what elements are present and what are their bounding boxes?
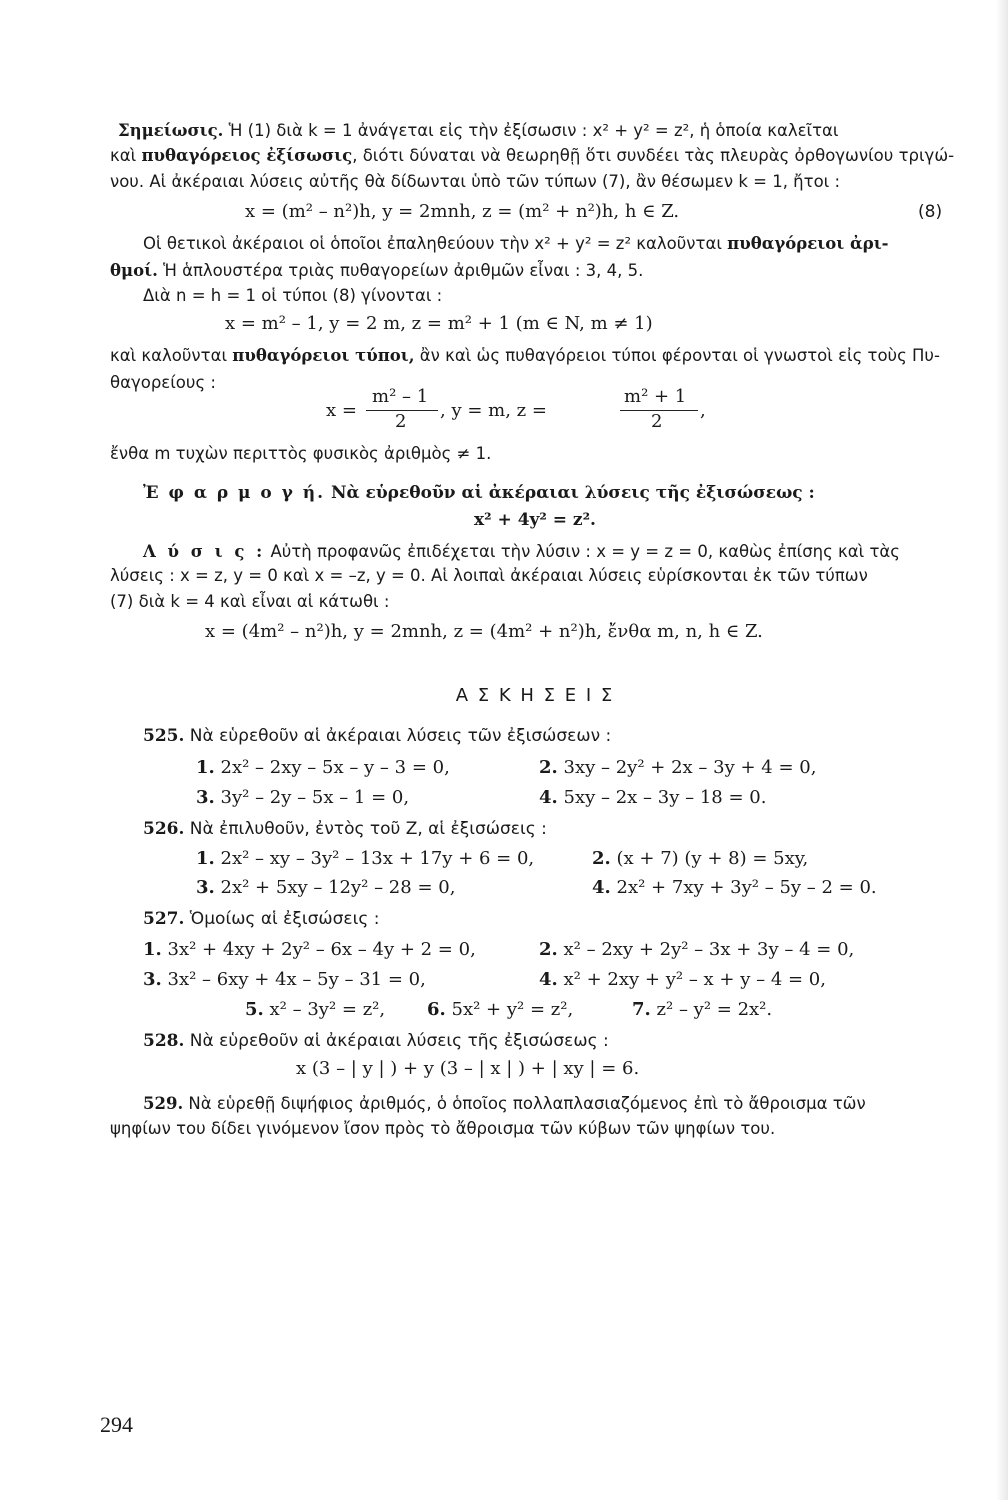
exercise-525-item-1: 1. 2x² – 2xy – 5x – y – 3 = 0,: [196, 757, 450, 778]
exercise-527-item-4: 4. x² + 2xy + y² – x + y – 4 = 0,: [539, 969, 826, 990]
note-line-7: καὶ καλοῦνται πυθαγόρειοι τύποι, ἂν καὶ ὡς πυθαγόρειοι τύποι φέρονται οἱ γνωστοὶ εἰς τοὺς Πυ-: [110, 346, 940, 365]
solution-heading: Λ ύ σ ι ς :: [143, 542, 266, 561]
pythagorean-numbers-term: πυθαγόρειοι ἀρι-: [727, 234, 889, 253]
exercise-526-item-4: 4. 2x² + 7xy + 3y² – 5y – 2 = 0.: [592, 877, 877, 898]
exercise-528-equation: x (3 – | y | ) + y (3 – | x | ) + | xy | = 6.: [296, 1058, 640, 1079]
solution-line-2: λύσεις : x = z, y = 0 καὶ x = –z, y = 0. Αἱ λοιπαὶ ἀκέραιαι λύσεις εὑρίσκονται ἐκ τῶν τύπων: [110, 566, 868, 585]
note-line-2: καὶ πυθαγόρειος ἐξίσωσις, διότι δύναται νὰ θεωρηθῇ ὅτι συνδέει τὰς πλευρὰς ὀρθογωνίου τριγώ-: [110, 146, 955, 165]
page-edge-shadow: [996, 0, 1008, 1500]
exercise-527-number: 527.: [143, 909, 185, 929]
application-heading: Ἐ φ α ρ μ ο γ ή.: [143, 483, 326, 503]
exercise-526-item-2: 2. (x + 7) (y + 8) = 5xy,: [592, 848, 809, 869]
solution-line-1: Λ ύ σ ι ς : Αὐτὴ προφανῶς ἐπιδέχεται τὴν λύσιν : x = y = z = 0, καθὼς ἐπίσης καὶ τὰς: [143, 542, 900, 561]
exercise-528-number: 528.: [143, 1031, 185, 1051]
note-line-9: ἔνθα m τυχὼν περιττὸς φυσικὸς ἀριθμὸς ≠ 1.: [110, 444, 492, 463]
exercise-526-item-3: 3. 2x² + 5xy – 12y² – 28 = 0,: [196, 877, 456, 898]
exercise-527: 527. Ὁμοίως αἱ ἐξισώσεις :: [143, 909, 380, 929]
exercise-527-item-7: 7. z² – y² = 2x².: [632, 999, 773, 1020]
exercise-525-item-3: 3. 3y² – 2y – 5x – 1 = 0,: [196, 787, 410, 808]
exercise-525-item-4: 4. 5xy – 2x – 3y – 18 = 0.: [539, 787, 767, 808]
exercise-526-number: 526.: [143, 819, 185, 839]
note-line-1: Σημείωσις. Ἡ (1) διὰ k = 1 ἀνάγεται εἰς τὴν ἐξίσωσιν : x² + y² = z², ἡ ὁποία καλεῖται: [118, 121, 839, 140]
note-line-3: νου. Αἱ ἀκέραιαι λύσεις αὐτῆς θὰ δίδωνται ὑπὸ τῶν τύπων (7), ἂν θέσωμεν k = 1, ἤτοι :: [110, 172, 841, 191]
exercise-529: 529. Νὰ εὑρεθῇ διψήφιος ἀριθμός, ὁ ὁποῖος πολλαπλασιαζόμενος ἐπὶ τὸ ἄθροισμα τῶν: [143, 1094, 866, 1113]
exercise-525: 525. Νὰ εὑρεθοῦν αἱ ἀκέραιαι λύσεις τῶν ἐξισώσεων :: [143, 726, 612, 746]
exercise-525-item-2: 2. 3xy – 2y² + 2x – 3y + 4 = 0,: [539, 757, 817, 778]
exercise-528: 528. Νὰ εὑρεθοῦν αἱ ἀκέραιαι λύσεις τῆς ἐξισώσεως :: [143, 1031, 609, 1051]
note-heading: Σημείωσις.: [118, 121, 224, 140]
exercise-527-item-6: 6. 5x² + y² = z²,: [427, 999, 574, 1020]
note-line-5: θμοί. Ἡ ἁπλουστέρα τριὰς πυθαγορείων ἀριθμῶν εἶναι : 3, 4, 5.: [110, 261, 644, 280]
solution-formula: x = (4m² – n²)h, y = 2mnh, z = (4m² + n²)h, ἔνθα m, n, h ∈ Z.: [205, 621, 763, 642]
note-line-8: θαγορείους :: [110, 373, 216, 392]
exercise-525-number: 525.: [143, 726, 185, 746]
application-equation: x² + 4y² = z².: [474, 510, 596, 530]
fraction-z-denominator: 2: [651, 411, 663, 432]
pythagorean-formulas-term: πυθαγόρειοι τύποι,: [232, 346, 415, 365]
exercise-529-line-2: ψηφίων του δίδει γινόμενον ἴσον πρὸς τὸ ἄθροισμα τῶν κύβων τῶν ψηφίων του.: [110, 1119, 776, 1138]
formula-8: x = (m² – n²)h, y = 2mnh, z = (m² + n²)h, h ∈ Z.: [245, 201, 680, 222]
exercise-526: 526. Νὰ ἐπιλυθοῦν, ἐντὸς τοῦ Z, αἱ ἐξισώσεις :: [143, 819, 547, 839]
application-line: Ἐ φ α ρ μ ο γ ή. Νὰ εὑρεθοῦν αἱ ἀκέραιαι λύσεις τῆς ἐξισώσεως :: [143, 483, 815, 503]
fraction-z-numerator: m² + 1: [624, 386, 687, 407]
fraction-x-denominator: 2: [395, 411, 407, 432]
exercise-527-item-3: 3. 3x² – 6xy + 4x – 5y – 31 = 0,: [143, 969, 426, 990]
exercise-527-item-1: 1. 3x² + 4xy + 2y² – 6x – 4y + 2 = 0,: [143, 939, 476, 960]
exercises-title: Α Σ Κ Η Σ Ε Ι Σ: [455, 685, 615, 706]
page-number: 294: [100, 1412, 133, 1437]
exercise-527-item-5: 5. x² – 3y² = z²,: [245, 999, 386, 1020]
fraction-x-numerator: m² – 1: [372, 386, 429, 407]
exercise-526-item-1: 1. 2x² – xy – 3y² – 13x + 17y + 6 = 0,: [196, 848, 535, 869]
exercise-527-item-2: 2. x² – 2xy + 2y² – 3x + 3y – 4 = 0,: [539, 939, 855, 960]
note-line-4: Οἱ θετικοὶ ἀκέραιοι οἱ ὁποῖοι ἐπαληθεύουν τὴν x² + y² = z² καλοῦνται πυθαγόρειοι ἀρι-: [143, 234, 889, 253]
book-page: Σημείωσις. Ἡ (1) διὰ k = 1 ἀνάγεται εἰς τὴν ἐξίσωσιν : x² + y² = z², ἡ ὁποία καλεῖται καὶ πυθαγόρειος ἐξίσωσις, διότι δύναται νὰ θεωρηθῇ ὅτι συνδέει τὰς πλευρὰς ὀρθογωνίου τριγώ- νου. Αἱ ἀκέραιαι λύσεις αὐτῆς θὰ δίδωνται ὑπὸ τῶν τύπων (7), ἂν θέσωμεν k = 1, ἤτοι : x = (m² – n²)h, y = 2mnh, z = (m² + n²)h, h ∈ Z. (8) Οἱ θετικοὶ ἀκέραιοι οἱ ὁποῖοι ἐπαληθεύουν τὴν x² + y² = z² καλοῦνται πυθαγόρειοι ἀρι- θμοί. Ἡ ἁπλουστέρα τριὰς πυθαγορείων ἀριθμῶν εἶναι : 3, 4, 5. Διὰ n = h = 1 οἱ τύποι (8) γίνονται : x = m² – 1, y = 2 m, z = m² + 1 (m ∈ N, m ≠ 1) καὶ καλοῦνται πυθαγόρειοι τύποι, ἂν καὶ ὡς πυθαγόρειοι τύποι φέρονται οἱ γνωστοὶ εἰς τοὺς Πυ- θαγορείους : x = m² – 1 2 , y = m, z = m² + 1 2 , ἔνθα m τυχὼν περιττὸς φυσικὸς ἀριθμὸς ≠ 1. Ἐ φ α ρ μ ο γ ή. Νὰ εὑρεθοῦν αἱ ἀκέραιαι λύσεις τῆς ἐξισώσεως : x² + 4y² = z². Λ ύ σ ι ς : Αὐτὴ προφανῶς ἐπιδέχεται τὴν λύσιν : x = y = z = 0, καθὼς ἐπίσης καὶ τὰς λύσεις : x = z, y = 0 καὶ x = –z, y = 0. Αἱ λοιπαὶ ἀκέραιαι λύσεις εὑρίσκονται ἐκ τῶν τύπων (7) διὰ k = 4 καὶ εἶναι αἱ κάτωθι : x = (4m² – n²)h, y = 2mnh, z = (4m² + n²)h, ἔνθα m, n, h ∈ Z. Α Σ Κ Η Σ Ε Ι Σ 525. Νὰ εὑρεθοῦν αἱ ἀκέραιαι λύσεις τῶν ἐξισώσεων : 1. 2x² – 2xy – 5x – y – 3 = 0, 2. 3xy – 2y² + 2x – 3y + 4 = 0, 3. 3y² – 2y – 5x – 1 = 0, 4. 5xy – 2x – 3y – 18 = 0. 526. Νὰ ἐπιλυθοῦν, ἐντὸς τοῦ Z, αἱ ἐξισώσεις : 1. 2x² – xy – 3y² – 13x + 17y + 6 = 0, 2. (x + 7) (y + 8) = 5xy, 3. 2x² + 5xy – 12y² – 28 = 0, 4. 2x² + 7xy + 3y² – 5y – 2 = 0. 527. Ὁμοίως αἱ ἐξισώσεις : 1. 3x² + 4xy + 2y² – 6x – 4y + 2 = 0, 2. x² – 2xy + 2y² – 3x + 3y – 4 = 0, 3. 3x² – 6xy + 4x – 5y – 31 = 0, 4. x² + 2xy + y² – x + y – 4 = 0, 5. x² – 3y² = z², 6. 5x² + y² = z², 7. z² – y² = 2x². 528. Νὰ εὑρεθοῦν αἱ ἀκέραιαι λύσεις τῆς ἐξισώσεως : x (3 – | y | ) + y (3 – | x | ) + | xy | = 6. 529. Νὰ εὑρεθῇ διψήφιος ἀριθμός, ὁ ὁποῖος πολλαπλασιαζόμενος ἐπὶ τὸ ἄθροισμα τῶν ψηφίων του δίδει γινόμενον ἴσον πρὸς τὸ ἄθροισμα τῶν κύβων τῶν ψηφίων του. 294: [0, 0, 1008, 1500]
note-line-6: Διὰ n = h = 1 οἱ τύποι (8) γίνονται :: [143, 286, 443, 305]
formula-8-label: (8): [918, 202, 943, 222]
solution-line-3: (7) διὰ k = 4 καὶ εἶναι αἱ κάτωθι :: [110, 592, 390, 611]
formula-pythagorean-m: x = m² – 1, y = 2 m, z = m² + 1 (m ∈ N, m ≠ 1): [225, 313, 653, 334]
exercise-529-number: 529.: [143, 1094, 184, 1113]
pythagorean-equation-term: πυθαγόρειος ἐξίσωσις: [141, 146, 353, 165]
